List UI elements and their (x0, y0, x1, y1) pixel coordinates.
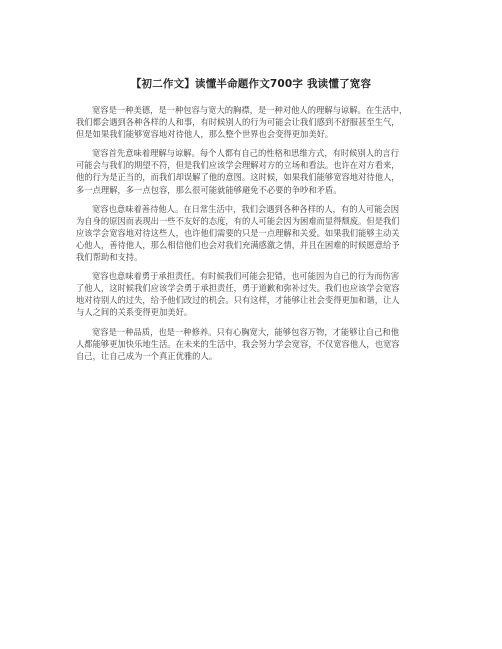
paragraph-line: 自己，让自己成为一个真正优雅的人。 (76, 350, 218, 361)
document-title: 【初二作文】读懂半命题作文700字 我读懂了宽容 (130, 78, 372, 90)
paragraph-line: 我们帮助和支持。 (76, 252, 143, 263)
paragraph-line: 与人之间的关系变得更加美好。 (76, 307, 193, 318)
paragraph-line: 我们都会遇到各种各样的人和事，有时候别人的行为可能会让我们感到不舒服甚至生气， (76, 117, 400, 128)
document-body (76, 104, 436, 369)
paragraph (76, 203, 436, 263)
paragraph-line: 应该学会宽容地对待这些人，也许他们需要的只是一点理解和关爱。如果我们能够主动关 (76, 227, 400, 238)
paragraph-line: 多一点理解，多一点包容，那么很可能就能够避免不必要的争吵和矛盾。 (76, 184, 342, 195)
paragraph-line: 人都能够更加快乐地生活。在未来的生活中，我会努力学会宽容，不仅宽容他人，也宽容 (76, 338, 400, 349)
paragraph (76, 326, 436, 362)
paragraph-line: 宽容是一种品质，也是一种修养。只有心胸宽大，能够包容万物，才能够让自己和他 (92, 326, 399, 337)
paragraph (76, 270, 436, 318)
paragraph-line: 他的行为是正当的，而我们却误解了他的意图。这时候，如果我们能够宽容地对待他人， (76, 172, 400, 183)
paragraph-line: 宽容也意味着善待他人。在日常生活中，我们会遇到各种各样的人，有的人可能会因 (92, 203, 399, 214)
paragraph (76, 147, 436, 195)
paragraph-line: 但是如果我们能够宽容地对待他人，那么整个世界也会变得更加美好。 (76, 129, 334, 140)
paragraph (76, 104, 436, 140)
paragraph-line: 宽容是一种美德，是一种包容与宽大的胸襟，是一种对他人的理解与谅解。在生活中， (92, 105, 408, 115)
paragraph-line: 地对待别人的过失，给予他们改过的机会。只有这样，才能够让社会变得更加和谐，让人 (76, 295, 400, 306)
paragraph-line: 为自身的原因而表现出一些不友好的态度，有的人可能会因为困难而显得颓废。但是我们 (76, 215, 400, 226)
paragraph-line: 宽容首先意味着理解与谅解。每个人都有自己的性格和思维方式，有时候别人的言行 (92, 148, 399, 159)
paragraph-line: 心他人，善待他人，那么相信他们也会对我们充满感激之情，并且在困难的时候愿意给予 (76, 239, 400, 250)
paragraph-line: 宽容也意味着勇于承担责任。有时候我们可能会犯错，也可能因为自己的行为而伤害 (92, 271, 399, 282)
paragraph-line: 可能会与我们的期望不符，但是我们应该学会理解对方的立场和看法。也许在对方看来， (76, 160, 400, 171)
paragraph-line: 了他人，这时候我们应该学会勇于承担责任，勇于道歉和弥补过失。我们也应该学会宽容 (76, 283, 400, 294)
